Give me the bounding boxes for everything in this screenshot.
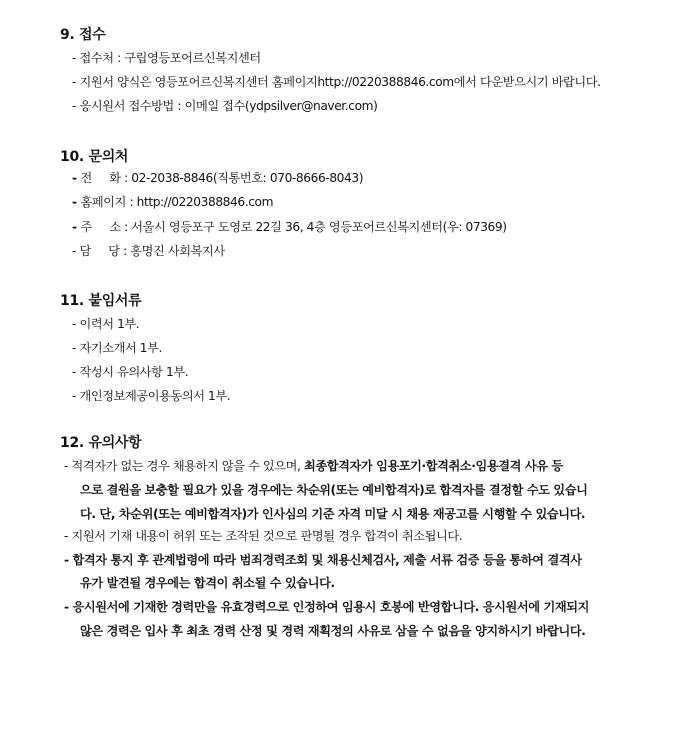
- contact-homepage-value: : http://0220388846.com: [126, 195, 274, 209]
- bullet-dash: -: [72, 195, 81, 209]
- contact-address: [72, 219, 507, 235]
- note-4-line-1: [64, 599, 589, 615]
- contact-homepage: [72, 194, 273, 210]
- note-emphasis: 유가 발견될 경우에는 합격이 취소될 수 있습니다.: [80, 576, 335, 590]
- contact-phone: [72, 170, 363, 186]
- note-emphasis: - 합격자 통지 후 관계법령에 따라 범죄경력조회 및 채용신체검사, 제출 서류 검증 등을 통하여 결격사: [64, 553, 582, 567]
- attachment-resume: - 이력서 1부.: [72, 317, 140, 331]
- note-text: - 지원서 기재 내용이 허위 또는 조작된 것으로 판명될 경우 합격이 취소됩니다.: [64, 529, 463, 543]
- contact-phone-value: : 02-2038-8846(직통번호: 070-8666-8043): [120, 171, 364, 185]
- section-9-heading: 9. 접수: [60, 27, 106, 43]
- attachment-privacy-consent: - 개인정보제공이용동의서 1부.: [72, 389, 231, 403]
- contact-homepage-label: 홈페이지: [80, 195, 127, 209]
- section-10-heading: 10. 문의처: [60, 149, 129, 165]
- contact-address-value: : 서울시 영등포구 도영로 22길 36, 4층 영등포어르신복지센터(우: 07369): [120, 220, 507, 234]
- note-1-line-1: [64, 458, 563, 474]
- note-3-line-2: [80, 575, 335, 591]
- section-12-heading: 12. 유의사항: [60, 435, 142, 451]
- contact-person-label: 담 당: [79, 244, 120, 258]
- note-text: - 적격자가 없는 경우 채용하지 않을 수 있으며,: [64, 459, 304, 473]
- attachment-cover-letter: - 자기소개서 1부.: [72, 341, 163, 355]
- note-emphasis: 다. 단, 차순위(또는 예비합격자)가 인사심의 기준 자격 미달 시 채용 재공고를 시행할 수 있습니다.: [80, 507, 586, 521]
- bullet-dash: -: [72, 244, 80, 258]
- note-4-line-2: [80, 623, 585, 639]
- contact-address-label: 주 소: [80, 220, 121, 234]
- bullet-dash: -: [72, 171, 81, 185]
- note-emphasis: 으로 결원을 보충할 필요가 있을 경우에는 차순위(또는 예비합격자)로 합격자를 결정할 수도 있습니: [80, 483, 588, 497]
- note-3-line-1: [64, 552, 582, 568]
- note-emphasis: 최종합격자가 임용포기·합격취소·임용결격 사유 등: [303, 459, 563, 473]
- note-1-line-3: [80, 506, 585, 522]
- contact-person-value: : 홍명진 사회복지사: [119, 244, 225, 258]
- application-form-info: - 지원서 양식은 영등포어르신복지센터 홈페이지http://0220388846.com에서 다운받으시기 바랍니다.: [72, 75, 601, 89]
- contact-person: [72, 243, 225, 259]
- bullet-dash: -: [72, 220, 81, 234]
- section-11-heading: 11. 붙임서류: [60, 293, 142, 309]
- note-emphasis: 않은 경력은 입사 후 최초 경력 산정 및 경력 재획정의 사유로 삼을 수 없음을 양지하시기 바랍니다.: [80, 624, 586, 638]
- note-2-line-1: [64, 528, 462, 544]
- note-emphasis: - 응시원서에 기재한 경력만을 유효경력으로 인정하여 임용시 호봉에 반영합니다. 응시원서에 기재되지: [64, 600, 589, 614]
- reception-place: - 접수처 : 구립영등포어르신복지센터: [72, 51, 261, 65]
- contact-phone-label: 전 화: [80, 171, 121, 185]
- note-1-line-2: [80, 482, 588, 498]
- attachment-writing-notes: - 작성시 유의사항 1부.: [72, 365, 189, 379]
- application-method: - 응시원서 접수방법 : 이메일 접수(ydpsilver@naver.com): [72, 99, 378, 113]
